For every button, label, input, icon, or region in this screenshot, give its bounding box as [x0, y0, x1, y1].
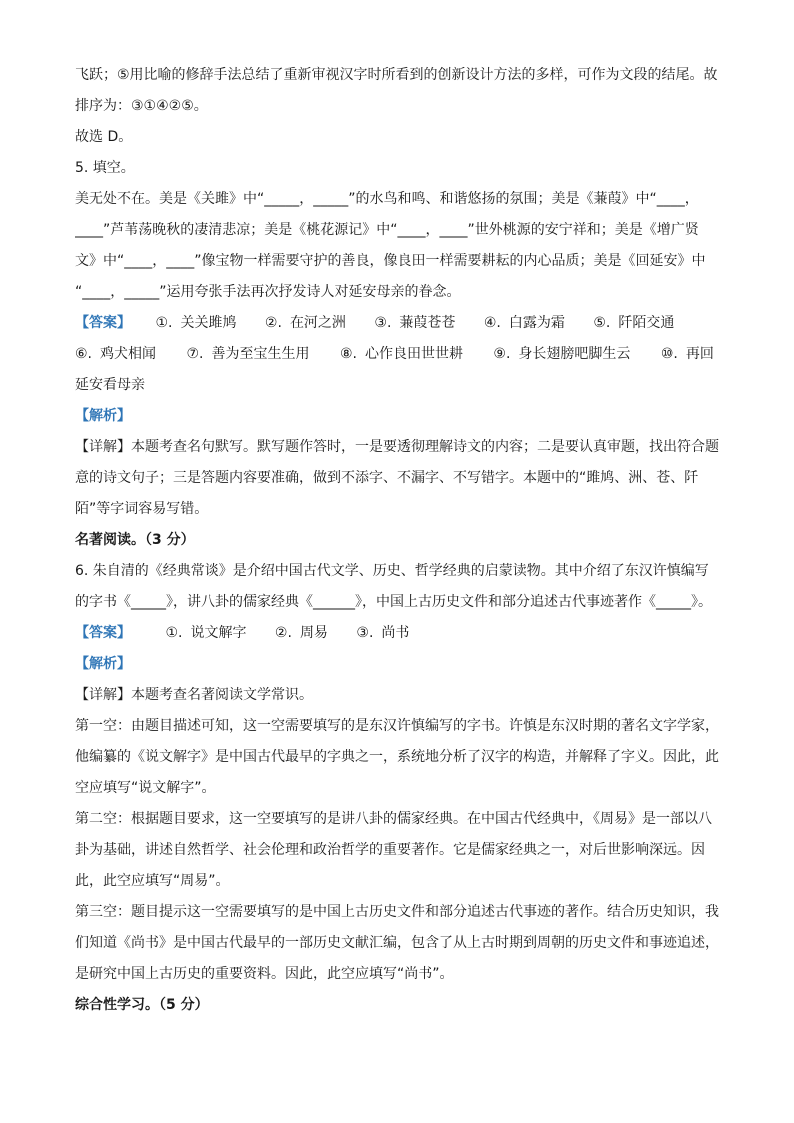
- question-5-answers-row: [75, 308, 725, 339]
- section-heading: 综合性学习。（5 分）: [75, 997, 209, 1013]
- question-6-answers-row: [75, 618, 725, 649]
- document-page: [75, 60, 725, 1021]
- answer-item: ⑧. 心作良田世世耕: [339, 346, 463, 362]
- question-6-line: 6. 朱自清的《经典常谈》是介绍中国古代文学、历史、哲学经典的启蒙读物。其中介绍了东汉许慎编写: [75, 563, 709, 579]
- question-5-line: 文》中“____，____”像宝物一样需要守护的善良，像良田一样需要耕耘的内心品质；美是《回延安》中: [75, 253, 706, 269]
- answer-item: ②. 周易: [274, 625, 328, 641]
- answer-item: ⑨. 身长翅膀吧脚生云: [493, 346, 631, 362]
- detail-line: 陌”等字词容易写错。: [75, 501, 209, 517]
- answer-item: ③. 蒹葭苍苍: [374, 315, 456, 331]
- answer-item: ⑥. 鸡犬相闻: [75, 346, 157, 362]
- question-5-line: “____，_____”运用夸张手法再次抒发诗人对延安母亲的眷念。: [75, 284, 461, 300]
- answer-tag: 【答案】: [75, 315, 131, 331]
- detail-tag: 【详解】: [75, 439, 131, 455]
- question-5-answers-row: [75, 339, 725, 370]
- explanation-line: 第一空：由题目描述可知，这一空需要填写的是东汉许慎编写的字书。许慎是东汉时期的著名文字学家，: [75, 718, 719, 734]
- question-5-title: 5. 填空。: [75, 160, 135, 176]
- detail-line: 意的诗文句子；三是答题内容要准确，做到不添字、不漏字、不写错字。本题中的“雎鸠、洲、苍、阡: [75, 470, 699, 486]
- analysis-tag: 【解析】: [75, 656, 131, 672]
- answer-item: ①. 说文解字: [165, 625, 247, 641]
- explanation-line: 们知道《尚书》是中国古代最早的一部历史文献汇编，包含了从上古时期到周朝的历史文件和事迹追述，: [75, 935, 719, 951]
- question-5-line: 美无处不在。美是《关雎》中“_____，_____”的水鸟和鸣、和谐悠扬的氛围；美是《蒹葭》中“____，: [75, 191, 699, 207]
- detail-line: 【详解】本题考查名著阅读文学常识。: [75, 687, 313, 703]
- answer-item: ④. 白露为霜: [483, 315, 565, 331]
- question-5-line: ____”芦苇荡晚秋的凄清悲凉；美是《桃花源记》中“____，____”世外桃源的安宁祥和；美是《增广贤: [75, 222, 699, 238]
- section-heading: 名著阅读。（3 分）: [75, 532, 195, 548]
- explanation-line: 此，此空应填写“周易”。: [75, 873, 230, 889]
- question-5-answers-row: 延安看母亲: [75, 377, 145, 393]
- explanation-line: 是研究中国上古历史的重要资料。因此，此空应填写“尚书”。: [75, 966, 454, 982]
- answer-item: ⑤. 阡陌交通: [593, 315, 675, 331]
- explanation-line: 空应填写“说文解字”。: [75, 780, 216, 796]
- paragraph-line: 飞跃；⑤用比喻的修辞手法总结了重新审视汉字时所看到的创新设计方法的多样，可作为文段的结尾。故: [75, 67, 718, 83]
- paragraph-line: 排序为：③①④②⑤。: [75, 98, 208, 114]
- answer-item: ⑩. 再回: [660, 346, 714, 362]
- answer-item: ②. 在河之洲: [264, 315, 346, 331]
- answer-tag: 【答案】: [75, 625, 131, 641]
- question-6-line: 的字书《_____》，讲八卦的儒家经典《______》，中国上古历史文件和部分追述古代事迹著作《_____》。: [75, 594, 712, 610]
- explanation-line: 他编纂的《说文解字》是中国古代最早的字典之一，系统地分析了汉字的构造，并解释了字义。因此，此: [75, 749, 719, 765]
- detail-line: 【详解】本题考查名句默写。默写题作答时，一是要透彻理解诗文的内容；二是要认真审题，找出符合题: [75, 439, 719, 455]
- answer-item: ③. 尚书: [356, 625, 410, 641]
- detail-tag: 【详解】: [75, 687, 131, 703]
- explanation-line: 第二空：根据题目要求，这一空要填写的是讲八卦的儒家经典。在中国古代经典中，《周易》是一部以八: [75, 811, 712, 827]
- explanation-line: 卦为基础，讲述自然哲学、社会伦理和政治哲学的重要著作。它是儒家经典之一，对后世影响深远。因: [75, 842, 705, 858]
- answer-item: ①. 关关雎鸠: [155, 315, 237, 331]
- answer-item: ⑦. 善为至宝生生用: [186, 346, 310, 362]
- analysis-tag: 【解析】: [75, 408, 131, 424]
- paragraph-line: 故选 D。: [75, 129, 133, 145]
- explanation-line: 第三空：题目提示这一空需要填写的是中国上古历史文件和部分追述古代事迹的著作。结合历史知识，我: [75, 904, 719, 920]
